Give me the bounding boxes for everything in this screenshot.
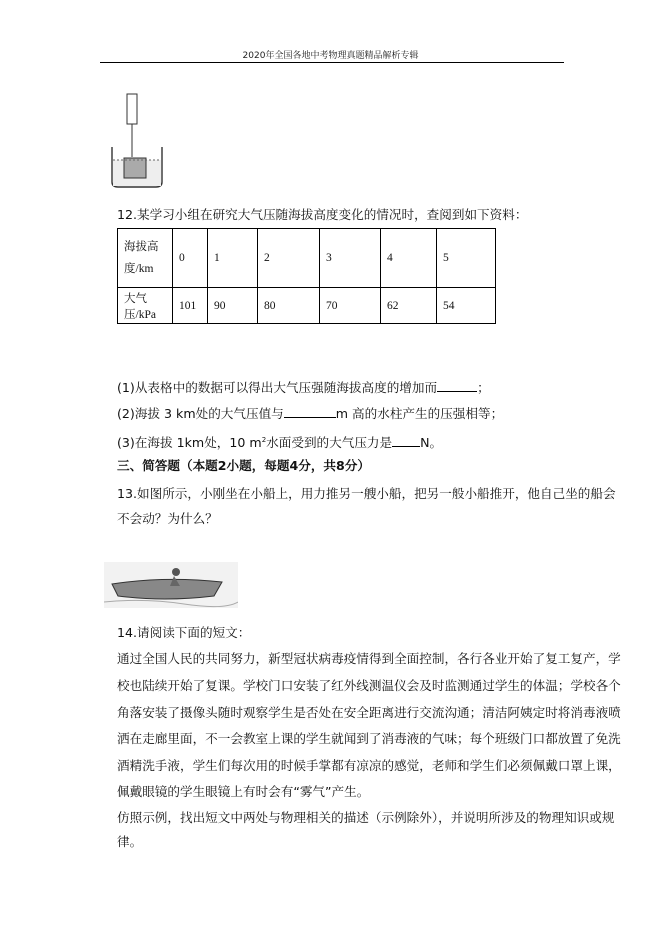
- row-header-height: 海拔高度/km: [118, 229, 173, 288]
- q14-title: 14.请阅读下面的短文：: [117, 625, 251, 640]
- spring-scale-beaker-figure: [108, 92, 168, 192]
- cell: 80: [258, 288, 320, 324]
- q12-part3: [117, 432, 442, 451]
- task-line: 仿照示例，找出短文中两处与物理相关的描述（示例除外），并说明所涉及的物理知识或规: [117, 810, 615, 825]
- cell: 1: [208, 229, 258, 288]
- answer-blank: [437, 380, 477, 392]
- text: ；: [477, 380, 490, 395]
- section-heading: 三、简答题（本题2小题，每题4分，共8分）: [117, 458, 370, 473]
- passage-line: 通过全国人民的共同努力，新型冠状病毒疫情得到全面控制，各行各业开始了复工复产，学: [117, 651, 621, 666]
- superscript: 2: [261, 436, 267, 444]
- passage-line: 佩戴眼镜的学生眼镜上有时会有“雾气”产生。: [117, 784, 370, 799]
- cell: 2: [258, 229, 320, 288]
- task-line: 律。: [117, 834, 143, 849]
- text: 水面受到的大气压力是: [266, 435, 393, 451]
- cell: 3: [320, 229, 381, 288]
- q13-line: 不会动？为什么？: [117, 511, 218, 526]
- row-header-pressure: 大气压/kPa: [118, 288, 173, 324]
- q13-line: 13.如图所示，小刚坐在小船上，用力推另一艘小船，把另一般小船推开，他自己坐的船会: [117, 486, 616, 501]
- cell: 4: [381, 229, 437, 288]
- text: m 高的水柱产生的压强相等；: [335, 406, 504, 421]
- cell: 54: [437, 288, 496, 324]
- q12-part2: [117, 406, 503, 422]
- text: (3)在海拔 1km处，10 m: [117, 435, 262, 451]
- passage-line: 角落安装了摄像头随时观察学生是否处在安全距离进行交流沟通；清洁阿姨定时将消毒液喷: [117, 705, 621, 720]
- text: (1)从表格中的数据可以得出大气压强随海拔高度的增加而: [117, 380, 438, 395]
- q12-part1: [117, 380, 490, 396]
- passage-line: 酒精洗手液，学生们每次用的时候手掌都有凉凉的感觉，老师和学生们必须佩戴口罩上课，: [117, 758, 621, 773]
- passage-line: 洒在走廊里面，不一会教室上课的学生就闻到了消毒液的气味；每个班级门口都放置了免洗: [117, 731, 621, 746]
- cell: 5: [437, 229, 496, 288]
- cell: 101: [173, 288, 208, 324]
- text: N。: [420, 435, 443, 451]
- answer-blank: [392, 435, 420, 447]
- q12-stem: 12.某学习小组在研究大气压随海拔高度变化的情况时，查阅到如下资料：: [117, 207, 528, 222]
- cell: 0: [173, 229, 208, 288]
- header-rule: [100, 62, 564, 63]
- cell: 70: [320, 288, 381, 324]
- cell: 90: [208, 288, 258, 324]
- page-header: 2020年全国各地中考物理真题精品解析专辑: [242, 51, 419, 61]
- passage-line: 校也陆续开始了复课。学校门口安装了红外线测温仪会及时监测通过学生的体温；学校各个: [117, 678, 621, 693]
- boat-figure: [104, 562, 238, 608]
- answer-blank: [284, 406, 336, 418]
- pressure-table: [117, 228, 496, 324]
- cell: 62: [381, 288, 437, 324]
- text: (2)海拔 3 km处的大气压值与: [117, 406, 284, 421]
